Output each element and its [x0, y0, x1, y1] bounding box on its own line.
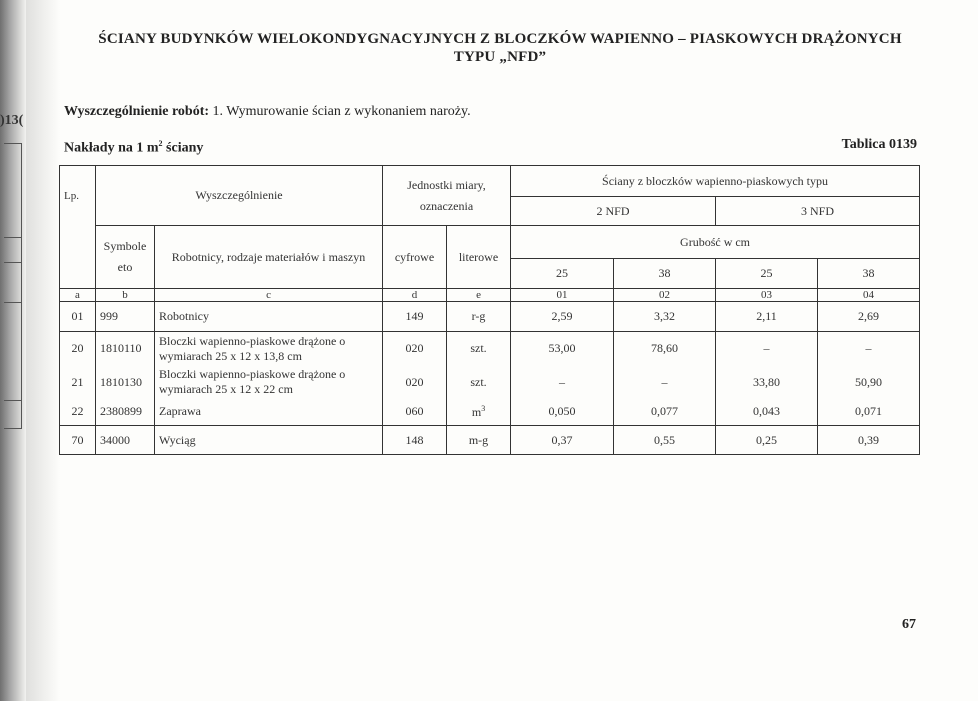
row-value: – — [716, 332, 818, 366]
row-value: 33,80 — [716, 366, 818, 399]
header-cyfrowe: cyfrowe — [383, 226, 447, 289]
table-row — [60, 399, 920, 426]
binding-gutter — [0, 0, 26, 701]
row-lp: 22 — [60, 399, 96, 426]
column-letter: a — [60, 289, 96, 302]
row-unit-code: 149 — [383, 302, 447, 332]
column-letters-row — [60, 289, 920, 302]
row-name: Zaprawa — [155, 399, 383, 426]
header-2nfd: 2 NFD — [511, 197, 716, 226]
row-unit-code: 020 — [383, 366, 447, 399]
gutter-shadow — [26, 0, 60, 701]
row-value: – — [511, 366, 614, 399]
row-value: 2,11 — [716, 302, 818, 332]
header-robotnicy: Robotnicy, rodzaje materiałów i maszyn — [155, 226, 383, 289]
row-value: – — [614, 366, 716, 399]
page-title — [60, 30, 940, 66]
margin-rule — [4, 237, 22, 238]
column-letter: 04 — [818, 289, 920, 302]
row-lp: 21 — [60, 366, 96, 399]
column-letter: 01 — [511, 289, 614, 302]
title-line-1: ŚCIANY BUDYNKÓW WIELOKONDYGNACYJNYCH Z BLOCZKÓW WAPIENNO – PIASKOWYCH DRĄŻONYCH — [98, 31, 902, 47]
unit-sup: 3 — [481, 403, 486, 413]
header-literowe: literowe — [447, 226, 511, 289]
expenditure-suffix: ściany — [162, 140, 204, 156]
row-value: 53,00 — [511, 332, 614, 366]
row-lp: 01 — [60, 302, 96, 332]
table-number: Tablica 0139 — [841, 137, 917, 152]
column-letter: b — [96, 289, 155, 302]
table-row — [60, 426, 920, 455]
column-letter: e — [447, 289, 511, 302]
margin-rule — [4, 302, 22, 303]
row-name: Robotnicy — [155, 302, 383, 332]
column-letter: d — [383, 289, 447, 302]
row-value: 0,043 — [716, 399, 818, 426]
unit-text: m — [471, 404, 482, 419]
row-symbol: 999 — [96, 302, 155, 332]
table-row — [60, 302, 920, 332]
margin-rule — [4, 143, 22, 144]
row-value: 0,37 — [511, 426, 614, 455]
margin-rule — [4, 262, 22, 263]
table-row — [60, 366, 920, 399]
row-symbol: 2380899 — [96, 399, 155, 426]
row-symbol: 34000 — [96, 426, 155, 455]
row-value: 0,55 — [614, 426, 716, 455]
norms-table — [59, 165, 920, 455]
header-sciany: Ściany z bloczków wapienno-piaskowych typu — [511, 166, 920, 197]
column-letter: 03 — [716, 289, 818, 302]
header-symbole: Symbole eto — [96, 226, 155, 289]
row-unit-symbol: r-g — [447, 302, 511, 332]
row-value: 3,32 — [614, 302, 716, 332]
row-name: Wyciąg — [155, 426, 383, 455]
work-specification-label: Wyszczególnienie robót: — [64, 104, 210, 119]
header-grubosc: Grubość w cm — [511, 226, 920, 259]
row-lp: 20 — [60, 332, 96, 366]
row-unit-symbol: m-g — [447, 426, 511, 455]
row-unit-symbol: szt. — [447, 366, 511, 399]
row-value: 50,90 — [818, 366, 920, 399]
row-unit-symbol: szt. — [447, 332, 511, 366]
margin-rule — [4, 428, 22, 429]
header-3nfd: 3 NFD — [716, 197, 920, 226]
margin-rule — [21, 143, 22, 428]
row-value: 0,050 — [511, 399, 614, 426]
row-unit-code: 148 — [383, 426, 447, 455]
work-specification-text: 1. Wymurowanie ścian z wykonaniem naroży. — [212, 104, 471, 119]
row-value: 2,69 — [818, 302, 920, 332]
header-wyszczegolnienie: Wyszczególnienie — [96, 166, 383, 226]
table-row — [60, 332, 920, 366]
header-thickness-2: 38 — [614, 259, 716, 289]
row-unit-code: 020 — [383, 332, 447, 366]
row-value: – — [818, 332, 920, 366]
header-lp-continued — [60, 226, 96, 289]
row-name: Bloczki wapienno-piaskowe drążone o wymiarach 25 x 12 x 13,8 cm — [155, 332, 383, 366]
expenditure-heading — [64, 139, 203, 157]
column-letter: c — [155, 289, 383, 302]
expenditure-sup: 2 — [158, 139, 163, 148]
work-specification — [64, 104, 471, 120]
title-line-2: TYPU „NFD” — [453, 49, 547, 65]
row-unit-code: 060 — [383, 399, 447, 426]
page-number: 67 — [902, 617, 916, 632]
expenditure-prefix: Nakłady na 1 m — [64, 140, 159, 156]
header-thickness-1: 25 — [511, 259, 614, 289]
margin-text: )13( — [0, 113, 24, 128]
header-lp: Lp. — [60, 166, 96, 226]
header-thickness-3: 25 — [716, 259, 818, 289]
header-thickness-4: 38 — [818, 259, 920, 289]
row-symbol: 1810110 — [96, 332, 155, 366]
row-value: 0,077 — [614, 399, 716, 426]
row-value: 2,59 — [511, 302, 614, 332]
header-jednostki: Jednostki miary, oznaczenia — [383, 166, 511, 226]
row-value: 0,39 — [818, 426, 920, 455]
row-value: 0,071 — [818, 399, 920, 426]
row-lp: 70 — [60, 426, 96, 455]
row-unit-symbol — [447, 399, 511, 426]
row-symbol: 1810130 — [96, 366, 155, 399]
row-name: Bloczki wapienno-piaskowe drążone o wymiarach 25 x 12 x 22 cm — [155, 366, 383, 399]
header-row-3 — [60, 226, 920, 259]
header-row-1 — [60, 166, 920, 197]
row-value: 78,60 — [614, 332, 716, 366]
margin-rule — [4, 400, 22, 401]
row-value: 0,25 — [716, 426, 818, 455]
column-letter: 02 — [614, 289, 716, 302]
